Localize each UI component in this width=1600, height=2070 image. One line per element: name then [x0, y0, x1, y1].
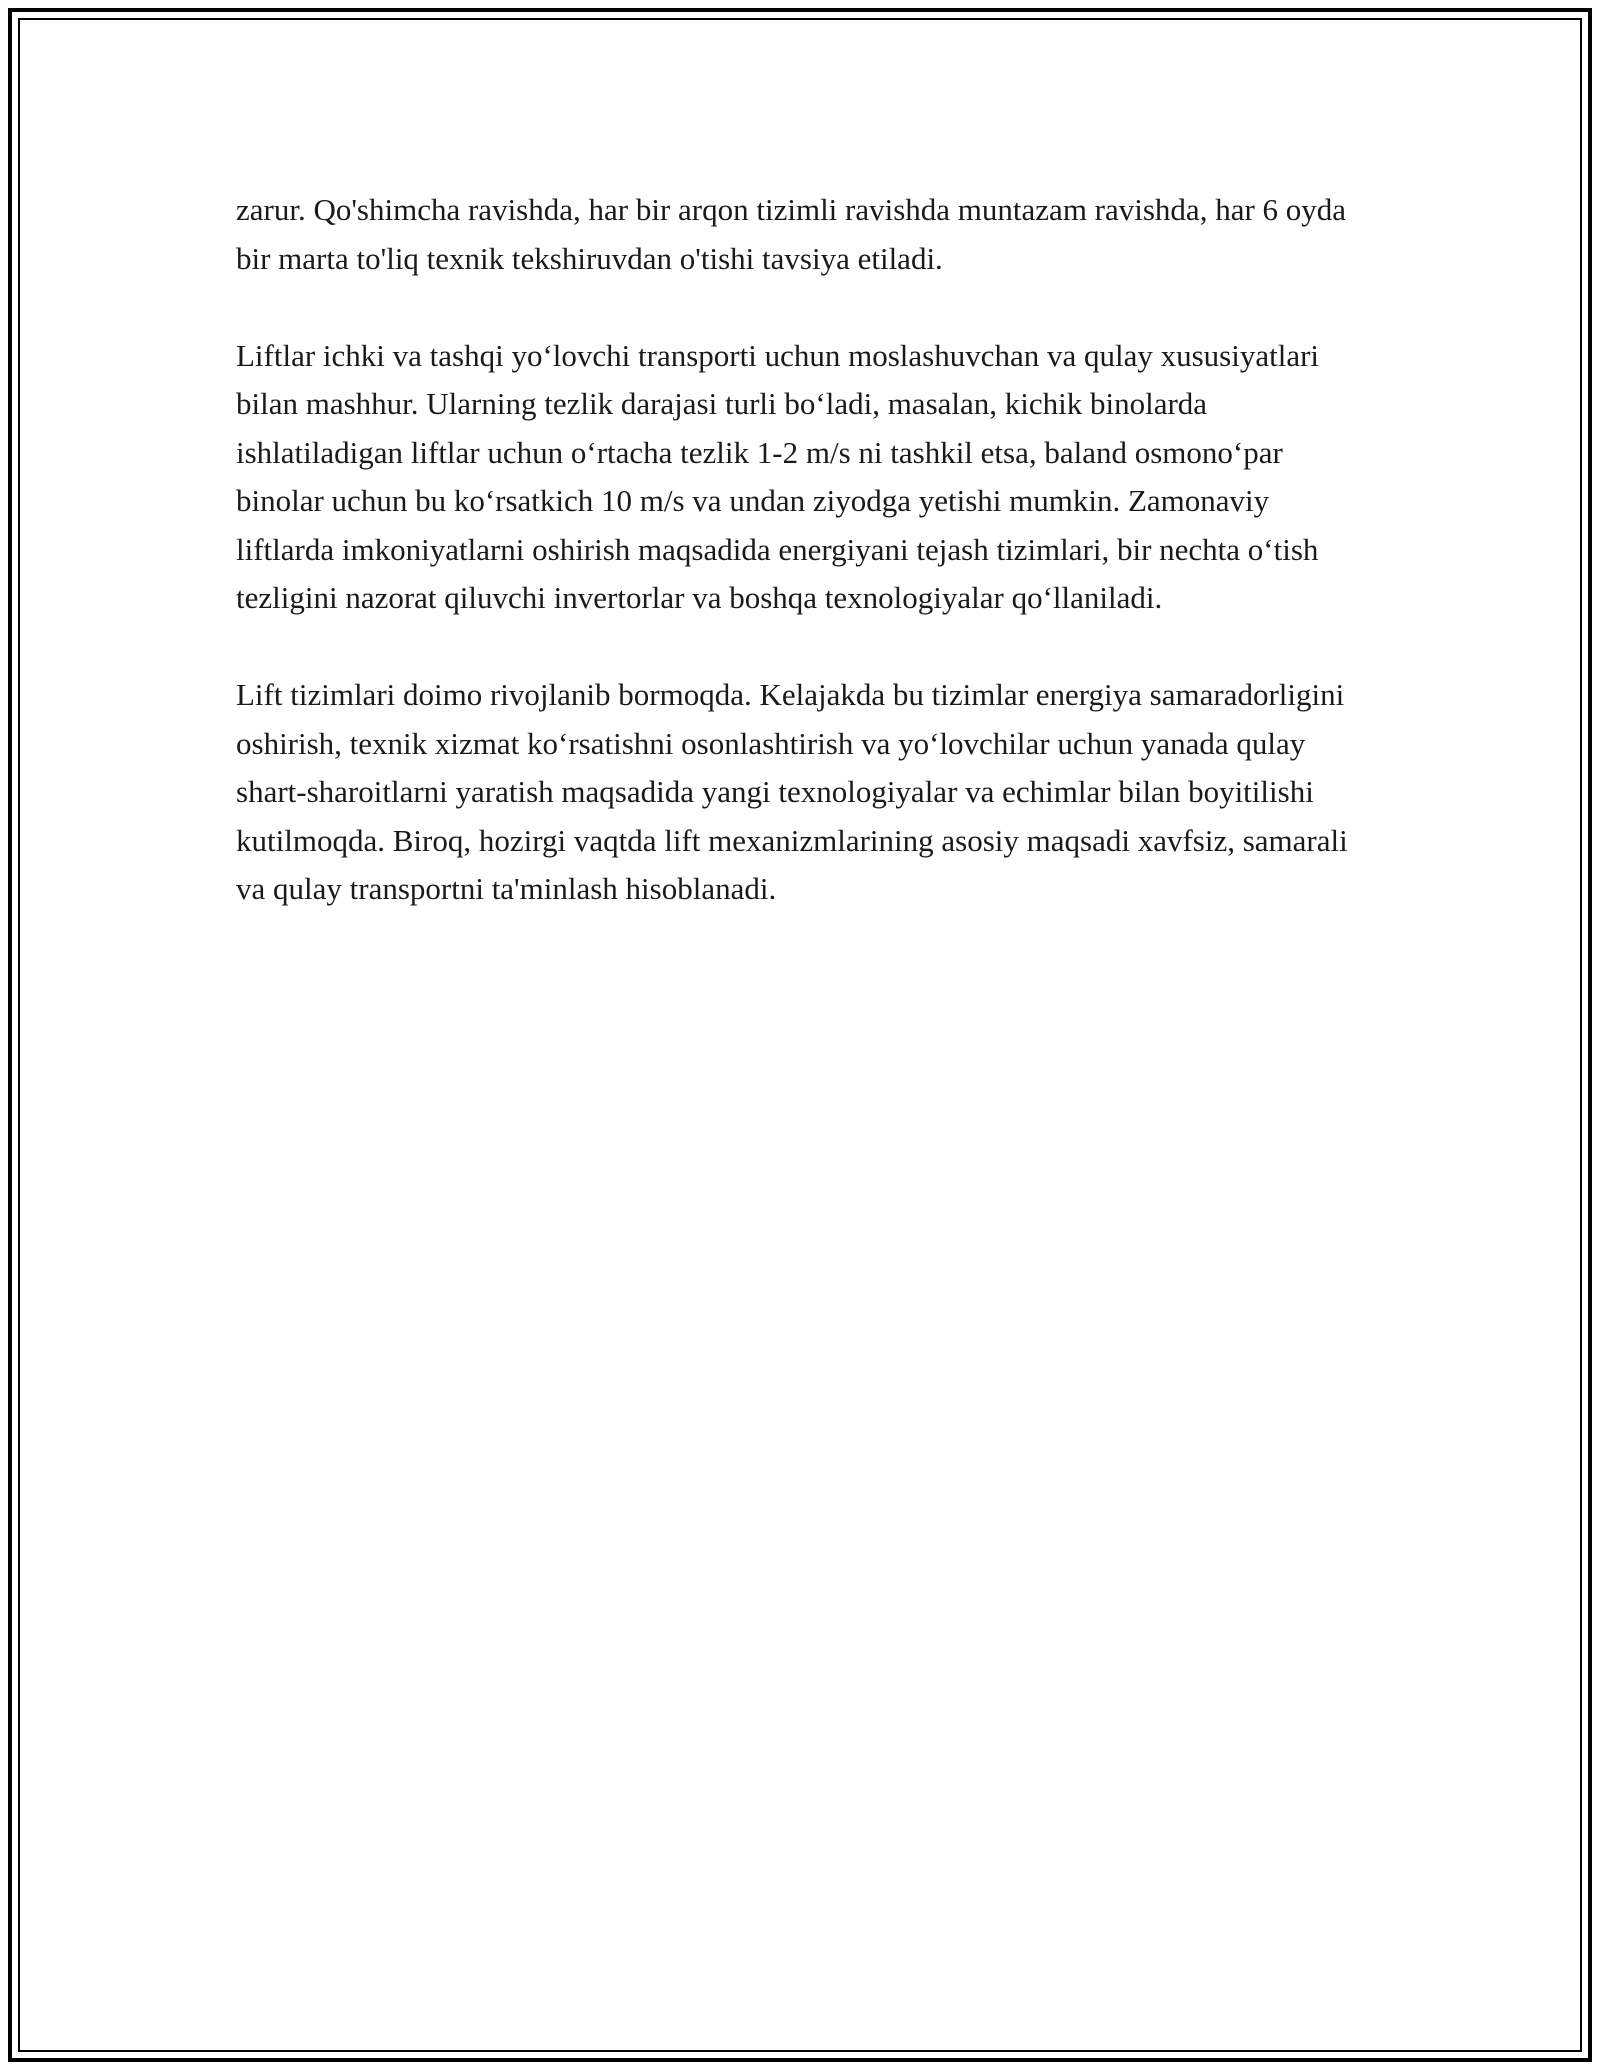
paragraph-1: zarur. Qo'shimcha ravishda, har bir arqon tizimli ravishda muntazam ravishda, har 6 oyda bir marta to'liq texnik tekshiruvdan o'tishi tavsiya etiladi. [236, 192, 1347, 276]
paragraph-3: Lift tizimlari doimo rivojlanib bormoqda. Kelajakda bu tizimlar energiya samaradorligini oshirish, texnik xizmat ko‘rsatishni osonlashtirish va yo‘lovchilar uchun yanada qulay shart-sharoitlarni yaratish maqsadida yangi texnologiyalar va echimlar bilan boyitilishi kutilmoqda. Biroq, hozirgi vaqtda lift mexanizmlarining asosiy maqsadi xavfsiz, samarali va qulay transportni ta'minlash hisoblanadi. [236, 677, 1348, 906]
document-body [236, 186, 1366, 962]
paragraph-2: Liftlar ichki va tashqi yo‘lovchi transporti uchun moslashuvchan va qulay xususiyatlari bilan mashhur. Ularning tezlik darajasi turli bo‘ladi, masalan, kichik binolarda ishlatiladigan liftlar uchun o‘rtacha tezlik 1-2 m/s ni tashkil etsa, baland osmono‘par binolar uchun bu ko‘rsatkich 10 m/s va undan ziyodga yetishi mumkin. Zamonaviy liftlarda imkoniyatlarni oshirish maqsadida energiyani tejash tizimlari, bir nechta o‘tish tezligini nazorat qiluvchi invertorlar va boshqa texnologiyalar qo‘llaniladi. [236, 337, 1320, 615]
